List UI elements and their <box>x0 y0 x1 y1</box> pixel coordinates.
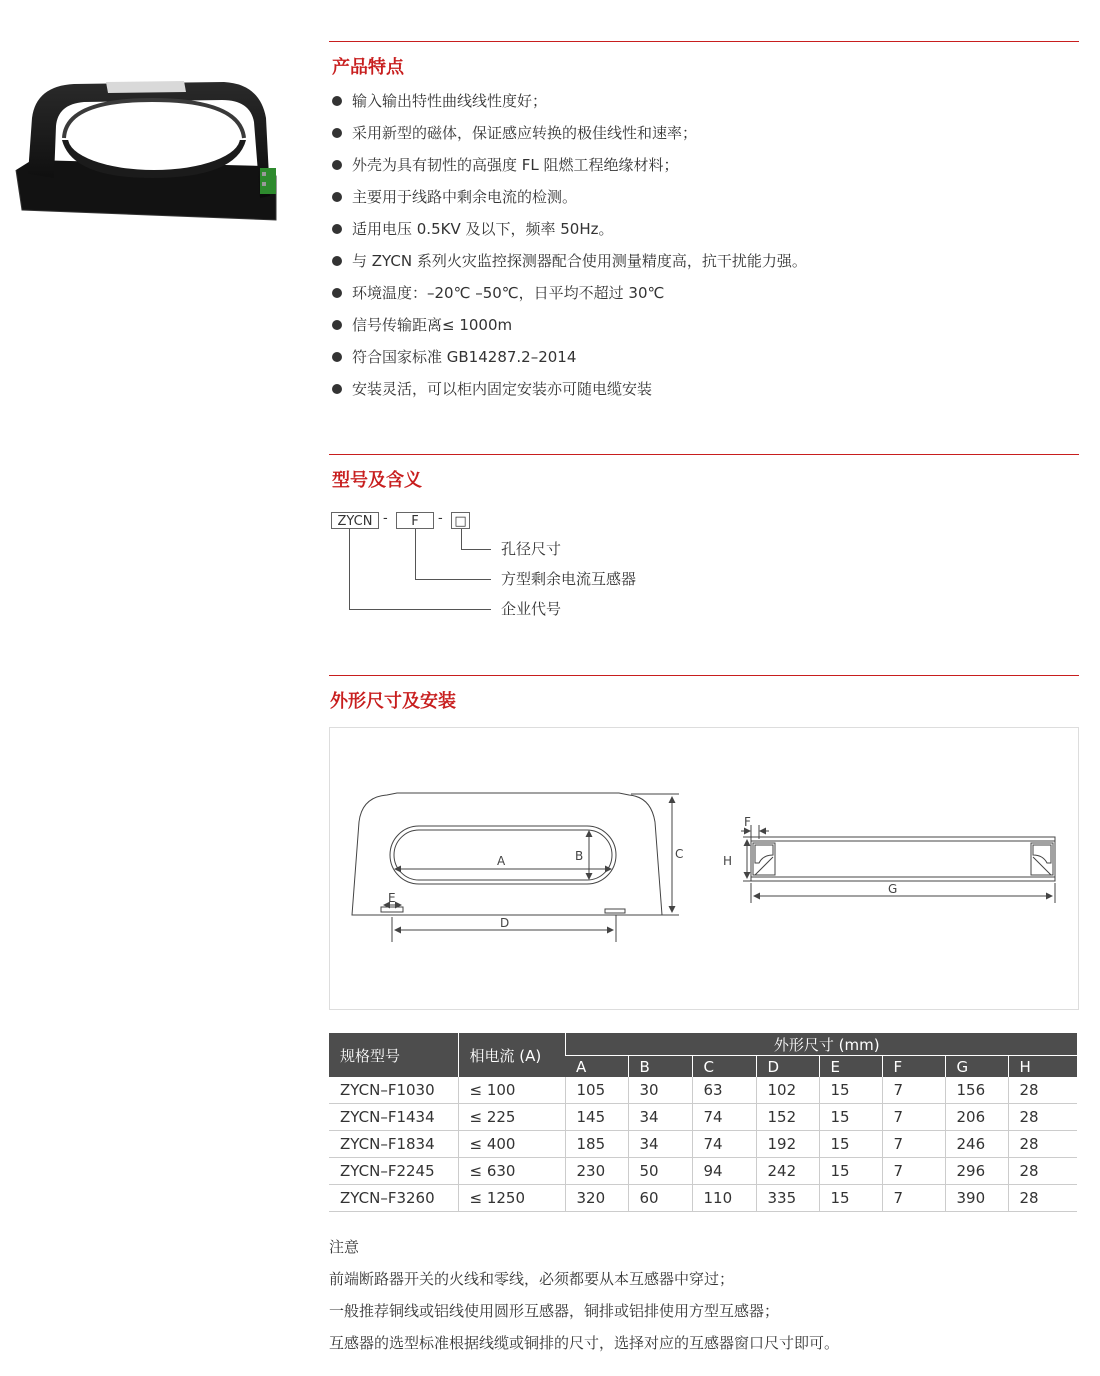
list-item: 外壳为具有韧性的高强度 FL 阻燃工程绝缘材料； <box>332 154 807 186</box>
list-item: 主要用于线路中剩余电流的检测。 <box>332 186 807 218</box>
dim-label-c: C <box>675 847 684 861</box>
model-top-rule <box>329 454 1079 455</box>
dims-title: 外形尺寸及安装 <box>330 691 456 712</box>
features-top-rule <box>329 41 1079 42</box>
code-box-type: F <box>396 512 434 529</box>
col-header-c: C <box>692 1056 756 1078</box>
table-row: ZYCN–F3260 ≤ 1250 320 60 110 335 15 7 390 28 <box>329 1185 1077 1212</box>
meaning-type: 方型剩余电流互感器 <box>501 570 637 588</box>
notes <box>329 1236 839 1364</box>
list-item: 采用新型的磁体，保证感应转换的极佳线性和速率； <box>332 122 807 154</box>
connector-line <box>461 529 462 549</box>
bullet-icon <box>332 224 342 234</box>
col-header-f: F <box>882 1056 945 1078</box>
meaning-hole-size: 孔径尺寸 <box>501 540 562 558</box>
col-header-h: H <box>1008 1056 1077 1078</box>
dim-label-h: H <box>723 854 733 868</box>
list-item: 安装灵活，可以柜内固定安装亦可随电缆安装 <box>332 378 807 410</box>
list-item: 符合国家标准 GB14287.2–2014 <box>332 346 807 378</box>
bullet-icon <box>332 192 342 202</box>
dim-label-e: E <box>388 891 396 905</box>
col-header-e: E <box>819 1056 882 1078</box>
dims-top-rule <box>329 675 1079 676</box>
table-row: ZYCN–F1834 ≤ 400 185 34 74 192 15 7 246 28 <box>329 1131 1077 1158</box>
list-item: 信号传输距离≤ 1000m <box>332 314 807 346</box>
col-header-current: 相电流 (A) <box>458 1033 565 1077</box>
list-item: 与 ZYCN 系列火灾监控探测器配合使用测量精度高，抗干扰能力强。 <box>332 250 807 282</box>
connector-line <box>415 579 491 580</box>
col-header-d: D <box>756 1056 819 1078</box>
connector-line <box>349 529 350 609</box>
product-photo <box>14 78 286 228</box>
list-item: 输入输出特性曲线线性度好； <box>332 90 807 122</box>
code-box-size: □ <box>451 512 470 529</box>
dim-label-a: A <box>497 854 506 868</box>
dim-label-d: D <box>500 916 510 930</box>
table-row: ZYCN–F2245 ≤ 630 230 50 94 242 15 7 296 28 <box>329 1158 1077 1185</box>
table-row: ZYCN–F1030 ≤ 100 105 30 63 102 15 7 156 28 <box>329 1077 1077 1104</box>
spec-table <box>329 1033 1077 1212</box>
col-header-a: A <box>565 1056 628 1078</box>
bullet-icon <box>332 96 342 106</box>
bullet-icon <box>332 256 342 266</box>
bullet-icon <box>332 288 342 298</box>
connector-line <box>415 529 416 579</box>
col-header-g: G <box>945 1056 1008 1078</box>
col-header-dims: 外形尺寸 (mm) <box>565 1033 1077 1056</box>
table-row: ZYCN–F1434 ≤ 225 145 34 74 152 15 7 206 28 <box>329 1104 1077 1131</box>
code-separator: - <box>383 511 388 526</box>
connector-line <box>461 549 491 550</box>
bullet-icon <box>332 128 342 138</box>
col-header-b: B <box>628 1056 692 1078</box>
model-title: 型号及含义 <box>332 470 422 491</box>
list-item: 环境温度：–20℃ –50℃，日平均不超过 30℃ <box>332 282 807 314</box>
note-line: 一般推荐铜线或铝线使用圆形互感器，铜排或铝排使用方型互感器； <box>329 1302 780 1320</box>
dim-label-f: F <box>744 815 751 829</box>
features-title: 产品特点 <box>332 57 404 78</box>
meaning-company: 企业代号 <box>501 600 562 618</box>
dim-label-g: G <box>888 882 898 896</box>
notes-title: 注意 <box>329 1238 360 1256</box>
bullet-icon <box>332 160 342 170</box>
connector-line <box>349 609 491 610</box>
col-header-model: 规格型号 <box>329 1033 458 1077</box>
feature-list <box>332 90 807 410</box>
dim-label-b: B <box>575 849 584 863</box>
bullet-icon <box>332 352 342 362</box>
note-line: 互感器的选型标准根据线缆或铜排的尺寸，选择对应的互感器窗口尺寸即可。 <box>329 1334 840 1352</box>
bullet-icon <box>332 320 342 330</box>
note-line: 前端断路器开关的火线和零线，必须都要从本互感器中穿过； <box>329 1270 735 1288</box>
list-item: 适用电压 0.5KV 及以下，频率 50Hz。 <box>332 218 807 250</box>
bullet-icon <box>332 384 342 394</box>
dimension-drawing <box>329 727 1079 1010</box>
code-separator: - <box>438 511 443 526</box>
code-box-company: ZYCN <box>331 512 379 529</box>
